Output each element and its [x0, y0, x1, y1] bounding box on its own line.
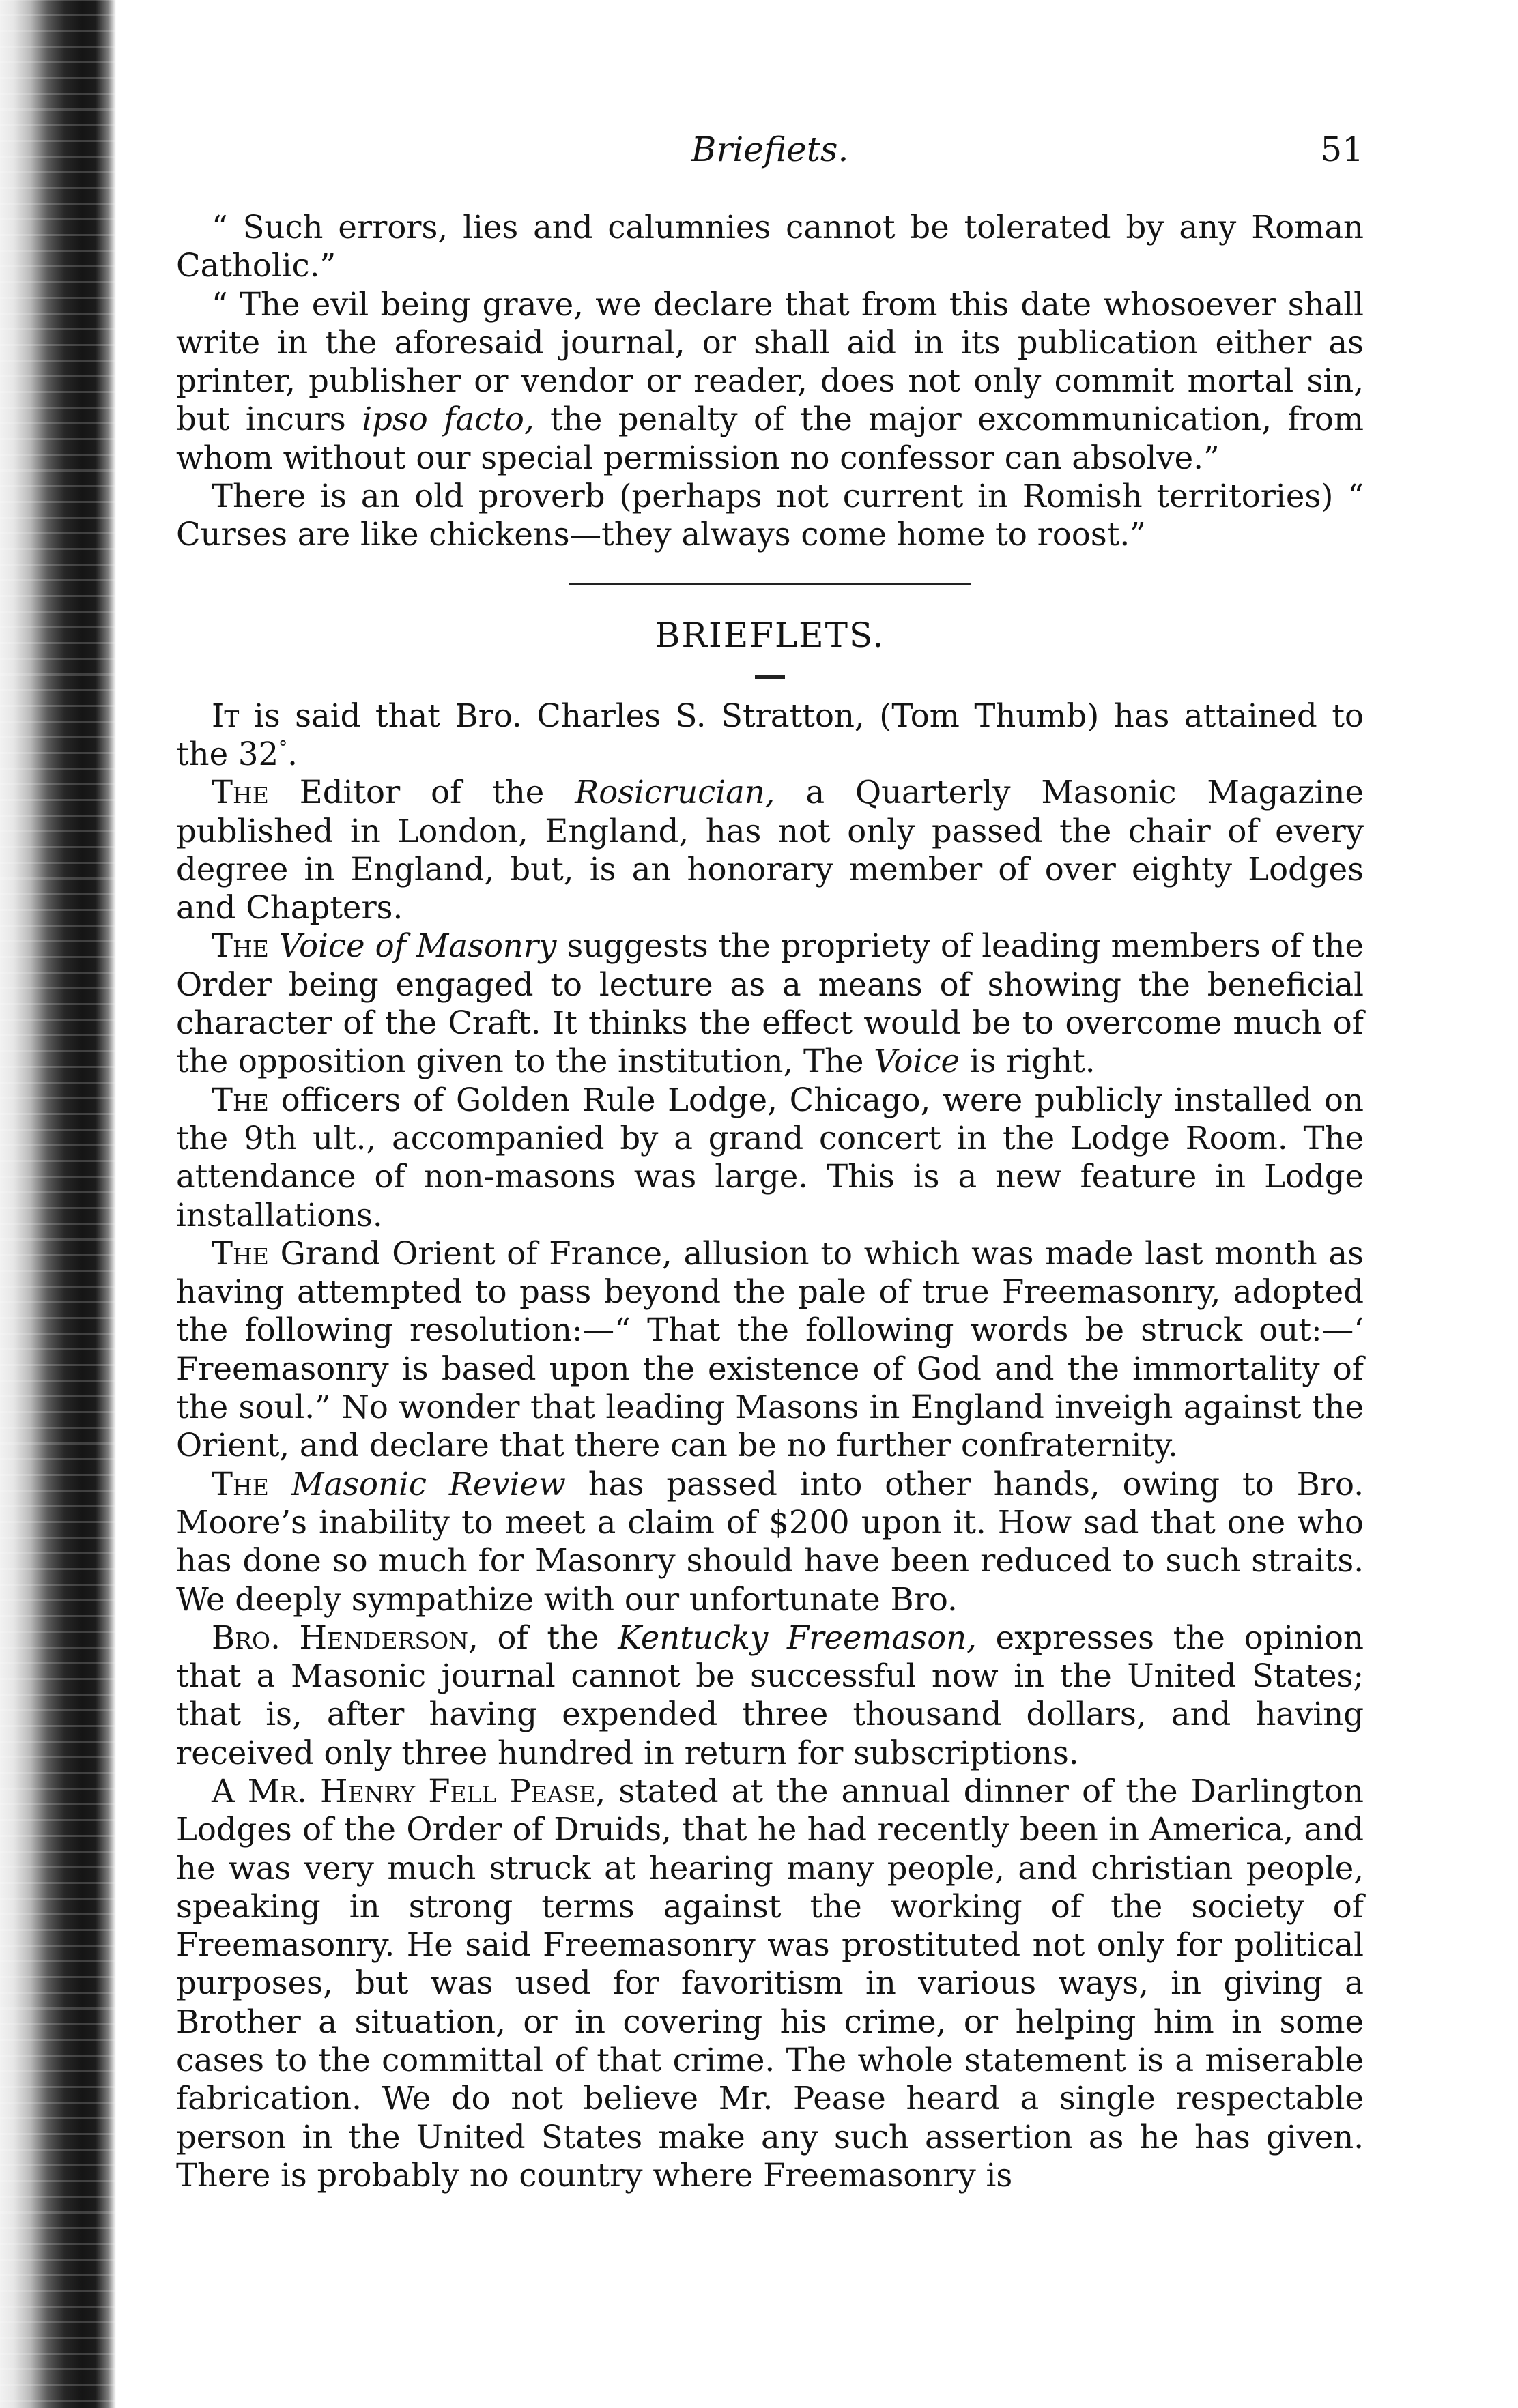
item-text: stated at the annual dinner of the Darlington Lodges of the Order of Druids, that he had recently been in America, and he was very much struck at hearing many people, and christian people, speaking in strong terms against the working of the society of Freemasonry. He said Freemasonry was prostituted not only for political purposes, but was used for favoritism in various ways, in giving a Brother a situation, or in covering his crime, or helping him in some cases to the committal of that crime. The whole statement is a miserable fabrication. We do not believe Mr. Pease heard a single respectable person in the United States make any such assertion as he has given. There is probably no country where Freemasonry is [176, 1772, 1364, 2194]
item-lead: The [212, 927, 269, 965]
page-header [176, 130, 1364, 177]
page-body [176, 208, 1364, 2194]
brieflet-item [176, 927, 1364, 1080]
quote-paragraph [176, 285, 1364, 477]
item-text: expresses the opinion that a Masonic journal cannot be successful now in the United States; that is, after having expended three thousand dollars, and having received only three hundred in return for subscriptions. [176, 1619, 1364, 1771]
item-text: of the [478, 1619, 618, 1656]
quote-paragraph [176, 208, 1364, 285]
item-lead: The [212, 774, 269, 811]
brieflet-item [176, 1465, 1364, 1619]
publication-title: Voice of Masonry [278, 927, 557, 965]
title-dash [755, 675, 785, 679]
item-lead: It [212, 697, 240, 734]
item-text: a Quarterly Masonic Magazine published in London, England, has not only passed the chair of every degree in England, but, is an honorary member of over eighty Lodges and Chapters. [176, 774, 1364, 927]
brieflet-item [176, 773, 1364, 927]
item-text: Grand Orient of France, allusion to which was made last month as having attempted to pass beyond the pale of true Freemasonry, adopted the following resolution:—“ That the following words be struck out:—‘ Freemasonry is based upon the existence of God and the immortality of the soul.” No wonder that leading Masons in England inveigh against the Orient, and declare that there can be no further confraternity. [176, 1234, 1364, 1464]
section-title: BRIEFLETS. [655, 615, 885, 655]
item-text: Editor of the [268, 774, 575, 811]
quote-text: “ Such errors, lies and calumnies cannot be tolerated by any Roman Catholic.” [176, 209, 1364, 285]
brieflet-item [176, 697, 1364, 774]
item-text: A [212, 1772, 248, 1810]
degree-sign: ° [278, 738, 288, 759]
publication-title: Rosicrucian, [575, 774, 775, 811]
item-text: has passed into other hands, owing to Bro. Moore’s inability to meet a claim of $200 upon it. How sad that one who has done so much for Masonry should have been reduced to such straits. We deeply sympathize with our unfortunate Bro. [176, 1465, 1364, 1618]
section-divider [569, 583, 971, 585]
publication-title: Masonic Review [291, 1465, 566, 1503]
item-text: is said that Bro. Charles S. Stratton, (Tom Thumb) has attained to the 32 [176, 697, 1364, 772]
brieflet-item [176, 1772, 1364, 2194]
quote-text: “ The evil being grave, we declare that from this date whosoever shall write in the aforesaid journal, or shall aid in its publication either as printer, publisher or vendor or reader, does not only commit mortal sin, but incurs [176, 285, 1364, 438]
item-lead: Mr. Henry Fell Pease, [247, 1772, 606, 1810]
quote-italic: ipso facto, [362, 401, 534, 438]
brieflet-item [176, 1619, 1364, 1772]
brieflet-item [176, 1234, 1364, 1465]
proverb-paragraph [176, 477, 1364, 554]
item-lead: Bro. Henderson, [212, 1619, 478, 1656]
item-text: suggests the propriety of leading members of the Order being engaged to lecture as a means of showing the beneficial character of the Craft. It thinks the effect would be to overcome much of the opposition given to the institution, The [176, 927, 1364, 1080]
item-lead: The [212, 1465, 269, 1503]
proverb-text: There is an old proverb (perhaps not current in Romish territories) “ Curses are like chickens—they always come home to roost.” [176, 478, 1364, 553]
publication-title: Voice [874, 1043, 960, 1080]
item-text: officers of Golden Rule Lodge, Chicago, were publicly installed on the 9th ult., accompanied by a grand concert in the Lodge Room. The attendance of non-masons was large. This is a new feature in Lodge installations. [176, 1081, 1364, 1234]
book-binding-edge [0, 0, 116, 2408]
quote-text: the penalty of the major excommunication, from whom without our special permission no confessor can absolve.” [176, 401, 1364, 476]
running-title: Briefiets. [691, 130, 849, 169]
page-number: 51 [1320, 130, 1364, 169]
item-lead: The [212, 1081, 269, 1118]
item-text: . [287, 735, 298, 772]
item-text: is right. [959, 1043, 1095, 1080]
brieflet-item [176, 1081, 1364, 1234]
publication-title: Kentucky Freemason, [618, 1619, 977, 1656]
item-lead: The [212, 1234, 269, 1272]
